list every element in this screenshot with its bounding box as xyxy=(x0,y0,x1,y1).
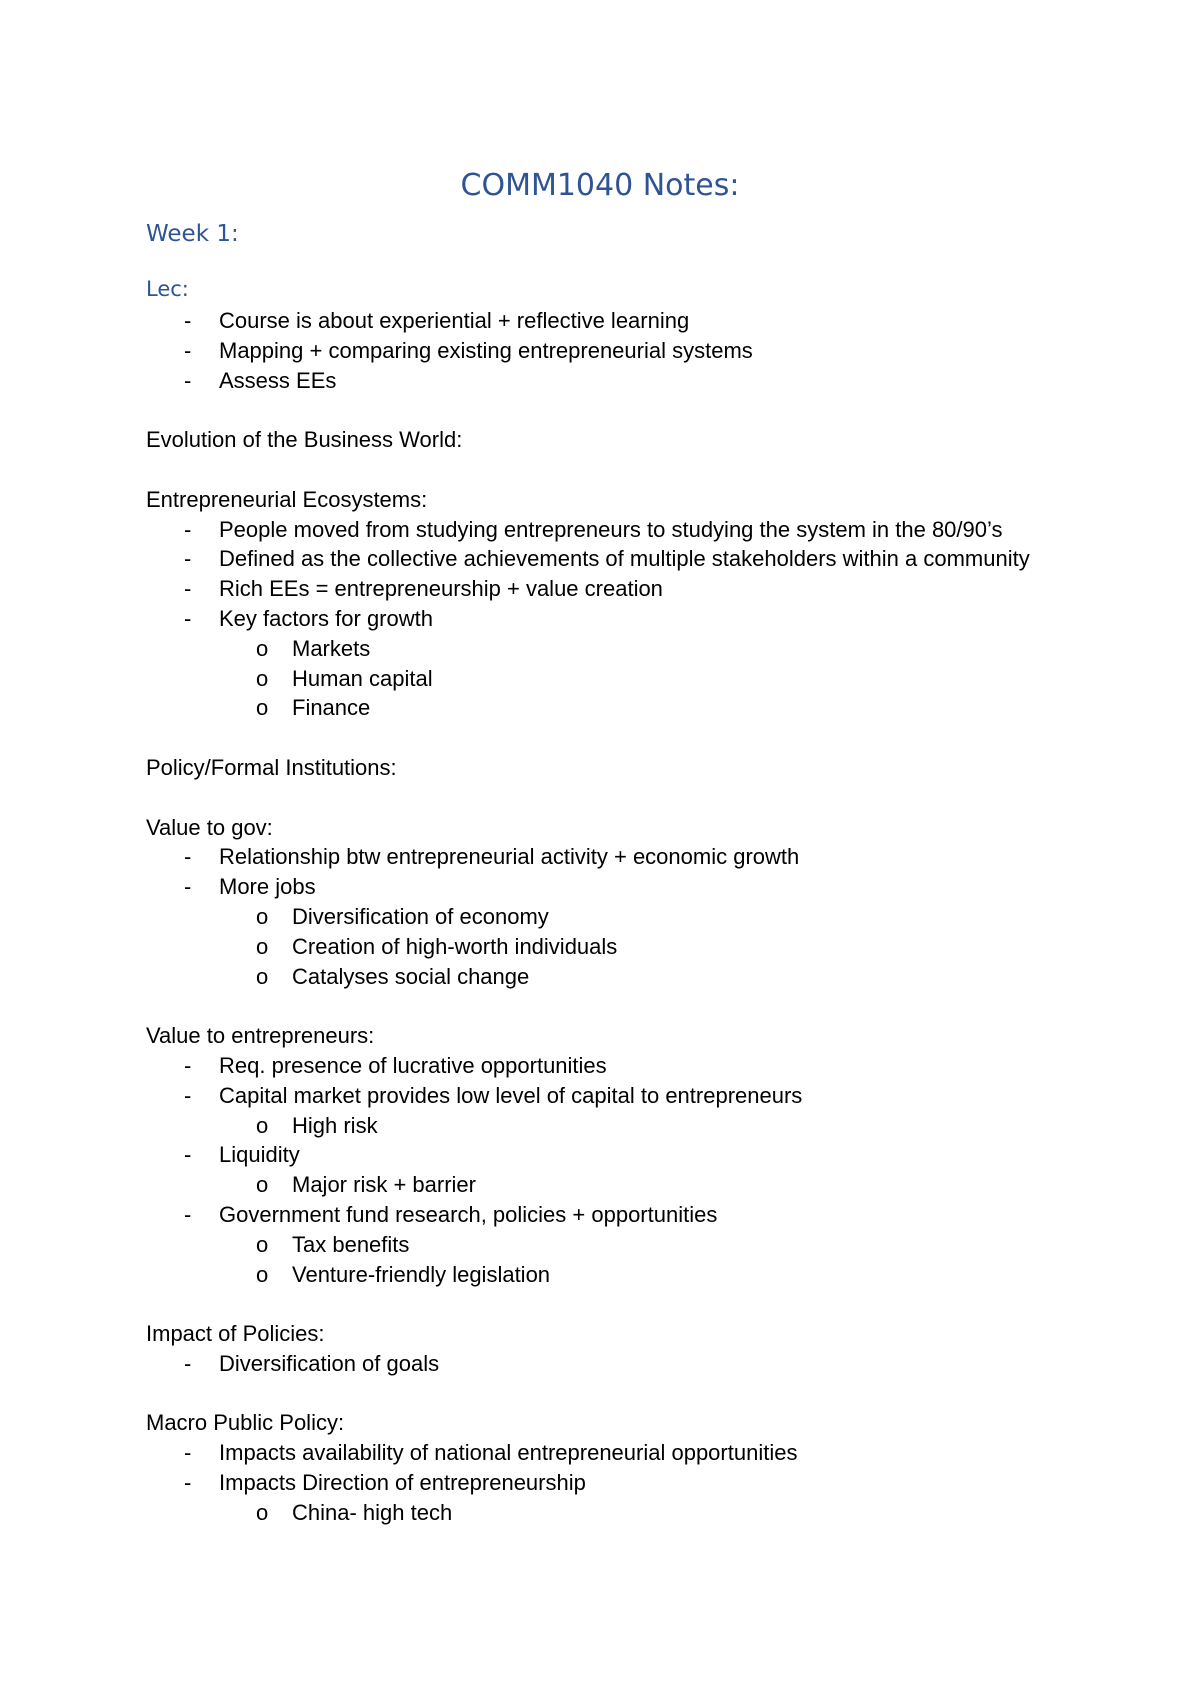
dash-bullet-icon: - xyxy=(184,337,192,363)
bullet-item xyxy=(146,1051,1106,1081)
section-heading: Value to entrepreneurs: xyxy=(146,1023,375,1049)
dash-bullet-icon: - xyxy=(184,1082,192,1108)
bullet-item xyxy=(146,306,1106,336)
bullet-text: Liquidity xyxy=(219,1142,300,1168)
circle-bullet-icon: o xyxy=(256,695,269,721)
sub-bullet-item xyxy=(146,1111,1106,1141)
sub-bullet-item xyxy=(146,932,1106,962)
bullet-item xyxy=(146,1081,1106,1111)
bullet-text: Course is about experiential + reflective learning xyxy=(219,308,690,333)
document-title: COMM1040 Notes: xyxy=(460,168,740,203)
bullet-text: Catalyses social change xyxy=(292,963,530,989)
bullet-text: Venture-friendly legislation xyxy=(292,1261,551,1287)
bullet-item xyxy=(146,1438,1106,1468)
sub-bullet-item xyxy=(146,902,1106,932)
bullet-text: Tax benefits xyxy=(292,1231,410,1257)
dash-bullet-icon: - xyxy=(184,1142,192,1168)
circle-bullet-icon: o xyxy=(256,963,269,989)
blank-line xyxy=(146,1289,1106,1319)
bullet-item xyxy=(146,1140,1106,1170)
dash-bullet-icon: - xyxy=(184,546,192,572)
section-heading: Impact of Policies: xyxy=(146,1321,325,1347)
bullet-text: Key factors for growth xyxy=(219,605,433,631)
bullet-text: Diversification of economy xyxy=(292,903,549,929)
circle-bullet-icon: o xyxy=(256,1172,269,1198)
circle-bullet-icon: o xyxy=(256,903,269,929)
bullet-text: Req. presence of lucrative opportunities xyxy=(219,1052,607,1078)
bullet-item xyxy=(146,515,1106,545)
bullet-item xyxy=(146,1349,1106,1379)
circle-bullet-icon: o xyxy=(256,1112,269,1138)
bullet-text: Finance xyxy=(292,695,371,721)
dash-bullet-icon: - xyxy=(184,367,192,393)
bullet-text: Defined as the collective achievements of multiple stakeholders within a community xyxy=(219,546,1030,572)
bullet-item xyxy=(146,366,1106,396)
bullet-text: Capital market provides low level of capital to entrepreneurs xyxy=(219,1082,803,1108)
bullet-text: Major risk + barrier xyxy=(292,1172,476,1198)
circle-bullet-icon: o xyxy=(256,635,269,661)
bullet-text: Rich EEs = entrepreneurship + value creation xyxy=(219,576,663,602)
bullet-text: Creation of high-worth individuals xyxy=(292,933,618,959)
notes-body xyxy=(146,306,1106,1528)
bullet-item xyxy=(146,574,1106,604)
bullet-item xyxy=(146,1468,1106,1498)
lecture-subheading: Lec: xyxy=(146,277,189,301)
bullet-text: People moved from studying entrepreneurs to studying the system in the 80/90’s xyxy=(219,516,1003,542)
bullet-text: Human capital xyxy=(292,665,433,691)
bullet-text: Impacts Direction of entrepreneurship xyxy=(219,1470,586,1496)
bullet-text: Assess EEs xyxy=(219,367,337,393)
blank-line xyxy=(146,991,1106,1021)
section-heading: Macro Public Policy: xyxy=(146,1410,345,1436)
section-heading: Value to gov: xyxy=(146,814,273,840)
sub-bullet-item xyxy=(146,962,1106,992)
sub-bullet-item xyxy=(146,1230,1106,1260)
dash-bullet-icon: - xyxy=(184,308,192,333)
bullet-item xyxy=(146,842,1106,872)
dash-bullet-icon: - xyxy=(184,1052,192,1078)
bullet-text: Mapping + comparing existing entrepreneurial systems xyxy=(219,337,753,363)
bullet-text: More jobs xyxy=(219,874,316,900)
sub-bullet-item xyxy=(146,1260,1106,1290)
bullet-text: Impacts availability of national entrepreneurial opportunities xyxy=(219,1440,798,1466)
bullet-text: Diversification of goals xyxy=(219,1350,440,1376)
circle-bullet-icon: o xyxy=(256,665,269,691)
bullet-item xyxy=(146,604,1106,634)
sub-bullet-item xyxy=(146,1170,1106,1200)
dash-bullet-icon: - xyxy=(184,1470,192,1496)
dash-bullet-icon: - xyxy=(184,516,192,542)
bullet-text: Markets xyxy=(292,635,371,661)
dash-bullet-icon: - xyxy=(184,874,192,900)
dash-bullet-icon: - xyxy=(184,1201,192,1227)
sub-bullet-item xyxy=(146,1498,1106,1528)
dash-bullet-icon: - xyxy=(184,605,192,631)
blank-line xyxy=(146,455,1106,485)
circle-bullet-icon: o xyxy=(256,1261,269,1287)
blank-line xyxy=(146,395,1106,425)
bullet-text: Government fund research, policies + opportunities xyxy=(219,1201,718,1227)
section-heading: Evolution of the Business World: xyxy=(146,427,463,453)
bullet-text: Relationship btw entrepreneurial activity + economic growth xyxy=(219,844,800,870)
circle-bullet-icon: o xyxy=(256,1499,269,1525)
section-heading: Entrepreneurial Ecosystems: xyxy=(146,486,428,512)
dash-bullet-icon: - xyxy=(184,844,192,870)
sub-bullet-item xyxy=(146,664,1106,694)
sub-bullet-item xyxy=(146,693,1106,723)
blank-line xyxy=(146,1379,1106,1409)
week-heading: Week 1: xyxy=(146,221,239,247)
dash-bullet-icon: - xyxy=(184,1350,192,1376)
bullet-item xyxy=(146,872,1106,902)
circle-bullet-icon: o xyxy=(256,933,269,959)
bullet-item xyxy=(146,1200,1106,1230)
bullet-item xyxy=(146,336,1106,366)
bullet-text: China- high tech xyxy=(292,1499,453,1525)
sub-bullet-item xyxy=(146,634,1106,664)
dash-bullet-icon: - xyxy=(184,576,192,602)
blank-line xyxy=(146,723,1106,753)
bullet-item xyxy=(146,544,1106,574)
blank-line xyxy=(146,783,1106,813)
section-heading: Policy/Formal Institutions: xyxy=(146,754,397,780)
circle-bullet-icon: o xyxy=(256,1231,269,1257)
dash-bullet-icon: - xyxy=(184,1440,192,1466)
bullet-text: High risk xyxy=(292,1112,378,1138)
